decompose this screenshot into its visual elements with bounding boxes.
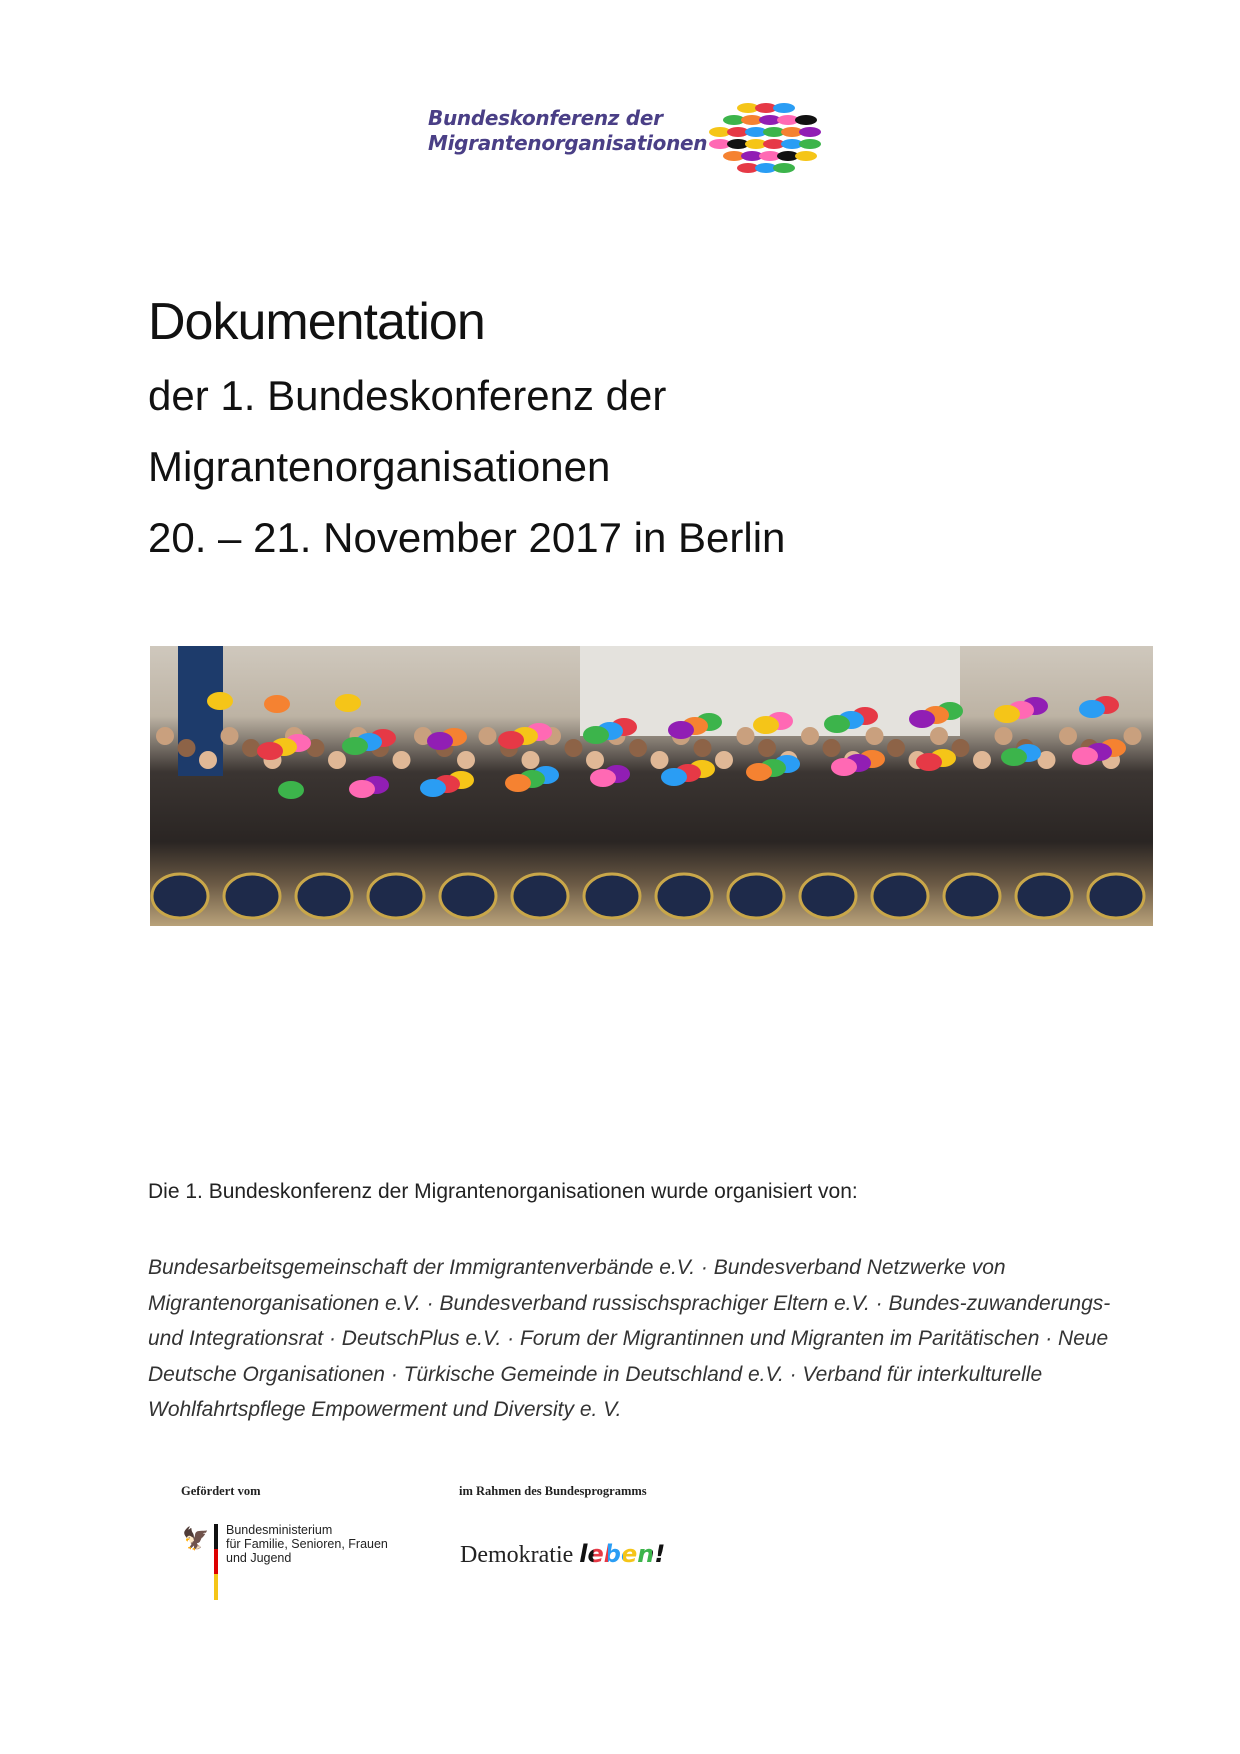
paper-fish xyxy=(916,753,942,771)
paper-fish xyxy=(753,716,779,734)
ministry-line-3: und Jugend xyxy=(226,1551,292,1565)
paper-fish xyxy=(661,768,687,786)
person-head xyxy=(737,727,755,745)
paper-fish xyxy=(278,781,304,799)
paper-fish xyxy=(335,694,361,712)
paper-fish xyxy=(257,742,283,760)
person-head xyxy=(629,739,647,757)
person-head xyxy=(199,751,217,769)
ministry-logo xyxy=(178,1520,418,1600)
fish-shape xyxy=(799,139,821,149)
conference-chair xyxy=(512,874,568,918)
person-head xyxy=(1059,727,1077,745)
paper-fish xyxy=(746,763,772,781)
conference-chair xyxy=(944,874,1000,918)
paper-fish xyxy=(1001,748,1027,766)
ministry-line-1: Bundesministerium xyxy=(226,1523,333,1537)
person-head xyxy=(715,751,733,769)
fish-swarm-icon xyxy=(693,100,833,180)
flag-bar xyxy=(214,1524,218,1600)
conference-chair xyxy=(800,874,856,918)
funded-by-label: Gefördert vom xyxy=(181,1484,261,1498)
person-head xyxy=(586,751,604,769)
conference-chair xyxy=(872,874,928,918)
conference-chair xyxy=(440,874,496,918)
paper-fish xyxy=(505,774,531,792)
paper-fish xyxy=(909,710,935,728)
conference-chair xyxy=(1088,874,1144,918)
person-head xyxy=(930,727,948,745)
conference-chair xyxy=(368,874,424,918)
program-name: Demokratie xyxy=(460,1542,574,1568)
subtitle-line-1: der 1. Bundeskonferenz der xyxy=(148,372,667,419)
group-photo-illustration xyxy=(150,646,1153,926)
person-head xyxy=(565,739,583,757)
person-head xyxy=(328,751,346,769)
paper-fish xyxy=(994,705,1020,723)
person-head xyxy=(651,751,669,769)
organizers-list: Bundesarbeitsgemeinschaft der Immigrantenverbände e.V. · Bundesverband Netzwerke von Migrantenorganisationen e.V. · Bundesverband russischsprachiger Eltern e.V. · Bundes-zuwanderungs- und Integrationsrat · DeutschPlus e.V. · Forum der Migrantinnen und Migranten im Paritätischen · Neue Deutsche Organisationen · Türkische Gemeinde in Deutschland e.V. · Verband für interkulturelle Wohlfahrtspflege Empowerment und Diversity e. V. xyxy=(148,1256,1111,1421)
fish-shape xyxy=(773,103,795,113)
person-head xyxy=(479,727,497,745)
conference-chair xyxy=(296,874,352,918)
fish-shape xyxy=(773,163,795,173)
fish-shape xyxy=(799,127,821,137)
paper-fish xyxy=(590,769,616,787)
program-label: im Rahmen des Bundesprogramms xyxy=(459,1484,647,1498)
page-title: Dokumentation xyxy=(148,293,485,351)
person-head xyxy=(178,739,196,757)
person-head xyxy=(887,739,905,757)
fish-shape xyxy=(795,151,817,161)
conference-chair xyxy=(584,874,640,918)
person-head xyxy=(156,727,174,745)
demokratie-leben-logo xyxy=(460,1540,665,1569)
subtitle-line-2: Migrantenorganisationen xyxy=(148,443,611,490)
organizers-intro: Die 1. Bundeskonferenz der Migrantenorganisationen wurde organisiert von: xyxy=(148,1180,858,1203)
conference-logo xyxy=(428,100,828,180)
conference-chair xyxy=(728,874,784,918)
group-photo xyxy=(150,646,1153,926)
program-name-script: leben! xyxy=(579,1540,666,1568)
person-head xyxy=(995,727,1013,745)
person-head xyxy=(694,739,712,757)
subtitle-line-3: 20. – 21. November 2017 in Berlin xyxy=(148,514,786,561)
person-head xyxy=(522,751,540,769)
paper-fish xyxy=(264,695,290,713)
conference-chair xyxy=(152,874,208,918)
paper-fish xyxy=(831,758,857,776)
paper-fish xyxy=(824,715,850,733)
paper-fish xyxy=(498,731,524,749)
ministry-line-2: für Familie, Senioren, Frauen xyxy=(226,1537,388,1551)
person-head xyxy=(973,751,991,769)
person-head xyxy=(242,739,260,757)
conference-chair xyxy=(1016,874,1072,918)
federal-eagle-icon: 🦅 xyxy=(182,1526,210,1551)
logo-line-2: Migrantenorganisationen xyxy=(428,131,708,155)
paper-fish xyxy=(1079,700,1105,718)
paper-fish xyxy=(1072,747,1098,765)
person-head xyxy=(866,727,884,745)
person-head xyxy=(823,739,841,757)
conference-chair xyxy=(656,874,712,918)
person-head xyxy=(758,739,776,757)
person-head xyxy=(221,727,239,745)
logo-line-1: Bundeskonferenz der xyxy=(428,106,663,130)
paper-fish xyxy=(342,737,368,755)
paper-fish xyxy=(583,726,609,744)
person-head xyxy=(801,727,819,745)
paper-fish xyxy=(349,780,375,798)
paper-fish xyxy=(207,692,233,710)
person-head xyxy=(1124,727,1142,745)
conference-chair xyxy=(224,874,280,918)
fish-shape xyxy=(795,115,817,125)
paper-fish xyxy=(668,721,694,739)
person-head xyxy=(457,751,475,769)
person-head xyxy=(393,751,411,769)
paper-fish xyxy=(427,732,453,750)
paper-fish xyxy=(420,779,446,797)
